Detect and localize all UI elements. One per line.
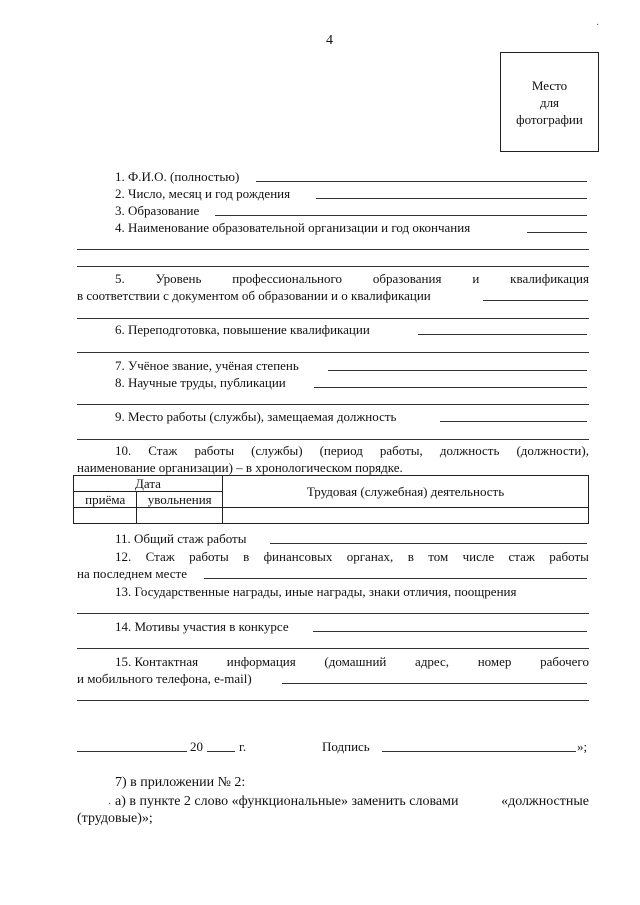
word: Стаж [148, 443, 178, 458]
item-15-extra-line[interactable] [77, 700, 589, 701]
table-cell-activity[interactable] [223, 508, 589, 524]
word: 5. [115, 271, 125, 286]
word: 15. Контактная [115, 654, 199, 669]
item-7-academic-title: 7. Учёное звание, учёная степень [115, 358, 299, 373]
word: Стаж [145, 549, 175, 564]
item-12-fill-line[interactable] [204, 578, 587, 579]
table-cell-dismissal[interactable] [137, 508, 223, 524]
word: и [472, 271, 480, 286]
table-header-activity: Трудовая (служебная) деятельность [223, 476, 589, 508]
item-5-fill-line[interactable] [483, 300, 588, 301]
photo-placeholder-box [500, 52, 599, 152]
word: работы, [379, 443, 423, 458]
word: (службы) [251, 443, 303, 458]
text-part: а) в пункте 2 слово «функциональные» заменить словами [115, 794, 459, 809]
item-4-institution: 4. Наименование образовательной организации и год окончания [115, 220, 471, 235]
page-number: 4 [326, 33, 333, 48]
item-14-fill-line[interactable] [313, 631, 587, 632]
item-12-finance-experience-line-1 [115, 549, 589, 564]
item-4-extra-line-1[interactable] [77, 249, 589, 250]
word: квалификация [510, 271, 589, 286]
signature-label: Подпись [322, 739, 370, 754]
word: (должности), [516, 443, 589, 458]
item-13-awards: 13. Государственные награды, иные награды, знаки отличия, поощрения [115, 584, 517, 599]
text-part: «должностные [501, 794, 589, 809]
word: органах, [346, 549, 394, 564]
item-14-motives: 14. Мотивы участия в конкурсе [115, 619, 289, 634]
item-7-fill-line[interactable] [328, 370, 587, 371]
scan-mark: · [596, 20, 600, 31]
item-13-extra-line[interactable] [77, 613, 589, 614]
word: том [428, 549, 449, 564]
item-11-total-experience: 11. Общий стаж работы [115, 531, 247, 546]
item-2-fill-line[interactable] [316, 198, 587, 199]
item-5-extra-line[interactable] [77, 318, 589, 319]
photo-box-line-2: для [539, 94, 560, 110]
scan-mark: · [108, 799, 112, 810]
item-10-experience-line-1 [115, 443, 589, 458]
table-row [74, 508, 589, 524]
item-2-birth-date: 2. Число, месяц и год рождения [115, 186, 291, 201]
table-cell-hire[interactable] [74, 508, 137, 524]
item-8-publications: 8. Научные труды, публикации [115, 375, 286, 390]
item-1-fill-line[interactable] [256, 181, 587, 182]
photo-box-line-1: Место [531, 77, 568, 93]
word: стаж [508, 549, 535, 564]
item-1-full-name: 1. Ф.И.О. (полностью) [115, 169, 240, 184]
word: работы [194, 443, 235, 458]
word: в [243, 549, 250, 564]
item-12-finance-experience-line-2: на последнем месте [77, 566, 187, 581]
year-prefix: 20 [190, 739, 203, 754]
item-11-fill-line[interactable] [270, 543, 587, 544]
word: финансовых [263, 549, 333, 564]
item-14-extra-line[interactable] [77, 648, 589, 649]
word: работы [549, 549, 589, 564]
photo-box-line-3: фотографии [516, 111, 583, 127]
table-header-dismissal-date: увольнения [137, 492, 223, 508]
table-header-date: Дата [74, 476, 223, 492]
item-6-fill-line[interactable] [418, 334, 587, 335]
word: (домашний [324, 654, 387, 669]
table-header-hire-date: приёма [74, 492, 137, 508]
word: (период [319, 443, 363, 458]
item-9-fill-line[interactable] [440, 421, 587, 422]
paragraph-7: 7) в приложении № 2: [115, 775, 246, 790]
word: информация [226, 654, 296, 669]
item-10-experience-line-2: наименование организации) – в хронологическом порядке. [77, 460, 403, 475]
paragraph-a-line-1 [115, 794, 589, 809]
word: в [407, 549, 414, 564]
signature-fill-line[interactable] [382, 751, 576, 752]
item-8-extra-line[interactable] [77, 404, 589, 405]
word: работы [189, 549, 229, 564]
item-5-qualification-line-2: в соответствии с документом об образовании и о квалификации [77, 288, 431, 303]
item-3-fill-line[interactable] [215, 215, 587, 216]
year-fill-line[interactable] [207, 751, 235, 752]
word: 12. [115, 549, 132, 564]
word: должность [439, 443, 500, 458]
date-fill-line[interactable] [77, 751, 187, 752]
word: 10. [115, 443, 132, 458]
item-8-fill-line[interactable] [314, 387, 587, 388]
item-15-contacts-line-2: и мобильного телефона, e-mail) [77, 671, 252, 686]
word: Уровень [155, 271, 202, 286]
word: профессионального [232, 271, 342, 286]
item-4-extra-line-2[interactable] [77, 266, 589, 267]
item-5-qualification-line-1 [115, 271, 589, 286]
item-15-fill-line[interactable] [282, 683, 587, 684]
word: числе [462, 549, 495, 564]
word: рабочего [540, 654, 589, 669]
item-15-contacts-line-1 [115, 654, 589, 669]
paragraph-a-line-2: (трудовые)»; [77, 811, 153, 826]
word: номер [477, 654, 512, 669]
year-suffix: г. [239, 739, 247, 754]
word: образования [372, 271, 442, 286]
item-9-workplace: 9. Место работы (службы), замещаемая должность [115, 409, 397, 424]
item-6-retraining: 6. Переподготовка, повышение квалификации [115, 322, 370, 337]
word: адрес, [415, 654, 450, 669]
signature-closing: »; [577, 739, 588, 754]
work-history-table [73, 475, 589, 524]
item-9-extra-line[interactable] [77, 439, 589, 440]
item-4-fill-line[interactable] [527, 232, 587, 233]
item-6-extra-line[interactable] [77, 352, 589, 353]
item-3-education: 3. Образование [115, 203, 200, 218]
